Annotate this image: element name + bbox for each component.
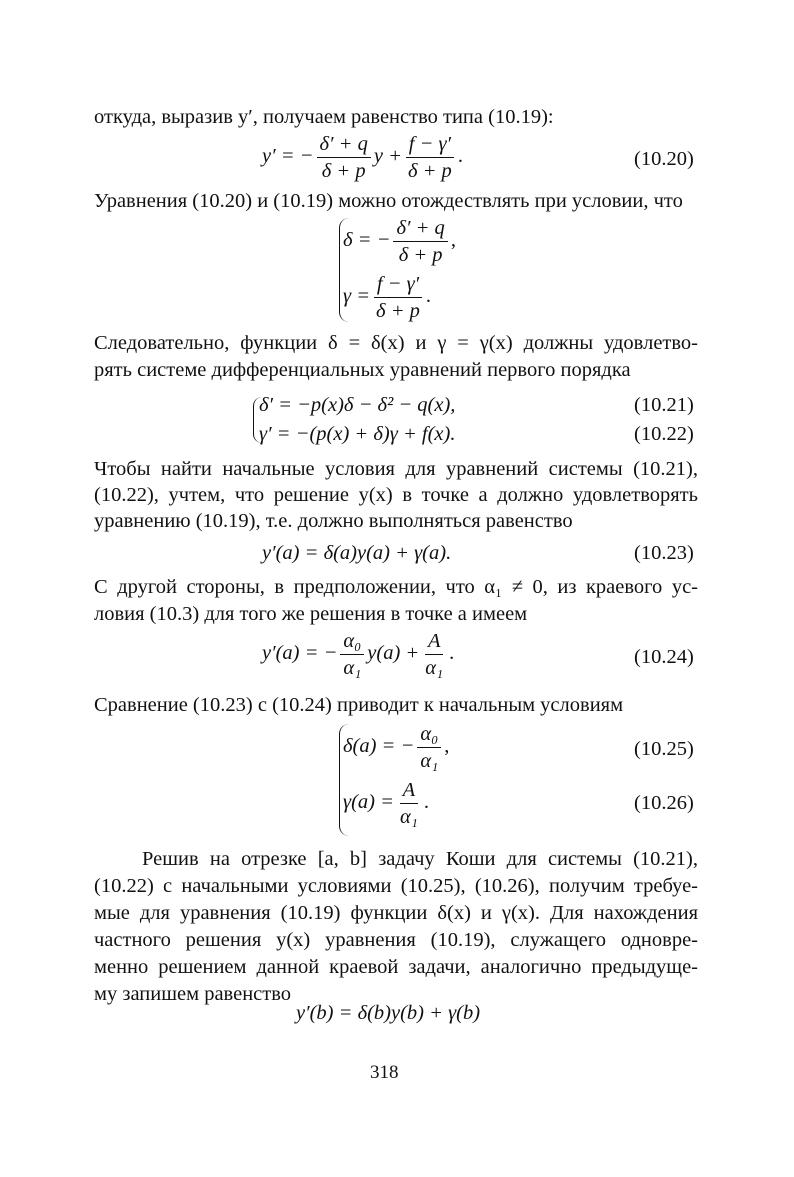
text-line-5: Чтобы найти начальные условия для уравнений системы (10.21), [94, 458, 698, 480]
numerator: α₀ [340, 629, 364, 655]
equation-10-24 [262, 629, 454, 680]
text-line-9: ловия (10.3) для того же решения в точке a имеем [94, 603, 528, 625]
text-line-4: рять системе дифференциальных уравнений первого порядка [94, 359, 631, 381]
numerator: A [425, 629, 444, 655]
text-line-7: уравнению (10.19), т.е. должно выполняться равенство [94, 510, 573, 532]
numerator: f − γ′ [374, 272, 422, 298]
denominator: α₁ [425, 657, 444, 679]
fraction [340, 629, 364, 680]
text-line-12: (10.22) с начальными условиями (10.25), (10.26), получим требуе- [94, 875, 698, 897]
eq-10-24-end: . [449, 642, 455, 665]
numerator: f − γ′ [406, 132, 454, 158]
fraction [393, 216, 447, 267]
text-line-15: менно решением данной краевой задачи, аналогично предыдуще- [94, 956, 698, 978]
equation-10-26 [343, 778, 429, 829]
eq-10-25-lhs: δ(a) = − [343, 735, 415, 758]
equation-10-20 [262, 132, 463, 183]
sys-b-lhs: γ = [343, 285, 371, 308]
denominator: δ + p [407, 160, 452, 182]
eq-10-24-mid: y(a) + [367, 642, 420, 665]
equation-10-25 [343, 722, 449, 773]
fraction [405, 132, 455, 183]
equation-10-22: γ′ = −(p(x) + δ)γ + f(x). [259, 423, 456, 445]
text-line-14: частного решения y(x) уравнения (10.19), служащего одновре- [94, 929, 698, 951]
equation-number-10-23: (10.23) [634, 542, 694, 564]
text-line-13: мые для уравнения (10.19) функции δ(x) и γ(x). Для нахождения [94, 902, 698, 924]
system-equation-gamma [343, 272, 431, 323]
equation-number-10-25: (10.25) [634, 738, 694, 760]
eq-10-20-end: . [457, 145, 463, 168]
equation-number-10-20: (10.20) [634, 148, 694, 170]
eq-10-24-lhs: y′(a) = − [262, 642, 338, 665]
denominator: α₁ [399, 806, 418, 828]
text-line-8: С другой стороны, в предположении, что α₁ ≠ 0, из краевого ус- [94, 576, 698, 598]
eq-10-26-lhs: γ(a) = [343, 791, 394, 814]
denominator: δ + p [376, 300, 420, 322]
denominator: α₁ [420, 750, 439, 772]
system-equation-delta [343, 216, 456, 267]
equation-number-10-26: (10.26) [634, 792, 694, 814]
numerator: A [400, 778, 419, 804]
sys-b-end: . [425, 285, 432, 308]
denominator: δ + p [321, 160, 366, 182]
text-line-1: откуда, выразив y′, получаем равенство типа (10.19): [94, 106, 554, 128]
page-number: 318 [370, 1062, 399, 1083]
text-line-11: Решив на отрезке [a, b] задачу Коши для системы (10.21), [142, 848, 698, 870]
fraction [417, 722, 441, 773]
equation-final: y′(b) = δ(b)y(b) + γ(b) [296, 1002, 481, 1024]
eq-10-26-end: . [423, 791, 429, 814]
numerator: α₀ [417, 722, 441, 748]
numerator: δ′ + q [393, 216, 447, 242]
fraction [317, 132, 371, 183]
text-line-10: Сравнение (10.23) с (10.24) приводит к начальным условиям [94, 694, 624, 716]
eq-10-25-end: , [444, 735, 450, 758]
fraction [397, 778, 421, 829]
eq-10-20-lhs: y′ = − [262, 145, 314, 168]
text-line-6: (10.22), учтем, что решение y(x) в точке a должно удовлетворять [94, 484, 698, 506]
denominator: δ + p [398, 244, 443, 266]
equation-10-23: y′(a) = δ(a)y(a) + γ(a). [262, 542, 452, 564]
text-line-16: му запишем равенство [94, 983, 292, 1005]
equation-10-21: δ′ = −p(x)δ − δ² − q(x), [259, 394, 456, 416]
fraction [422, 629, 446, 680]
text-line-2: Уравнения (10.20) и (10.19) можно отождествлять при условии, что [94, 190, 683, 212]
numerator: δ′ + q [317, 132, 371, 158]
fraction [373, 272, 423, 323]
equation-number-10-21: (10.21) [634, 394, 694, 416]
denominator: α₁ [343, 657, 362, 679]
equation-number-10-24: (10.24) [634, 646, 694, 668]
text-line-3: Следовательно, функции δ = δ(x) и γ = γ(x) должны удовлетво- [94, 332, 698, 354]
eq-10-20-mid: y + [373, 145, 402, 168]
sys-a-end: , [450, 229, 456, 252]
sys-a-lhs: δ = − [343, 229, 391, 252]
equation-number-10-22: (10.22) [634, 423, 694, 445]
